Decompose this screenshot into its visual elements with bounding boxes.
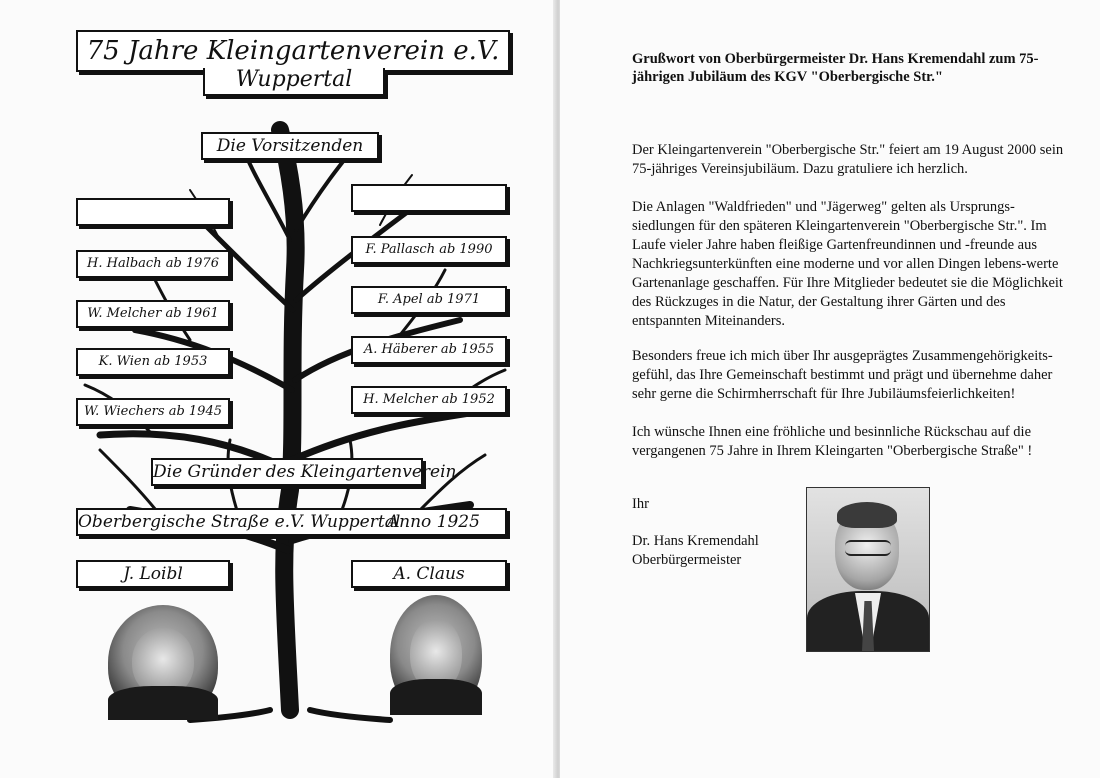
greeting-paragraph-3: Besonders freue ich mich über Ihr ausgeprägtes Zusammengehörigkeits-gefühl, das Ihre Gemeinschaft bestimmt und prägt und übernehme daher sehr gerne die Schirmherrschaft für Ihre Jubiläumsfeierlichkeiten! [632, 348, 1053, 402]
founder-label-2: A. Claus [351, 560, 507, 588]
closing-word: Ihr [632, 496, 649, 512]
mayor-photo [806, 487, 930, 652]
greeting-paragraph-2: Die Anlagen "Waldfrieden" und "Jägerweg" gelten als Ursprungs-siedlungen für den späteren Kleingartenverein "Oberbergische Str.". Im Laufe vieler Jahre haben fleißige Gartenfreundinnen und -freunde aus Nachkriegsunterkünften eine moderne und vor allen Dingen lebens-werte Gartenanlage geschaffen. Für Ihre Mitglieder bedeutet sie die Möglichkeit des Rückzuges in die Natur, der Gestaltung ihrer Gärten und des entspannten Miteinanders. [632, 199, 1063, 329]
founder-photo-2 [390, 595, 482, 715]
chair-label-left-2: W. Melcher ab 1961 [76, 300, 230, 328]
signer-title: Oberbürgermeister [632, 552, 742, 568]
chair-label-right-2: F. Apel ab 1971 [351, 286, 507, 314]
founder-photo-1 [108, 605, 218, 720]
brochure-title: 75 Jahre Kleingartenverein e.V. [76, 30, 510, 72]
greeting-paragraph-4: Ich wünsche Ihnen eine fröhliche und besinnliche Rückschau auf die vergangenen 75 Jahre in Ihrem Kleingarten "Oberbergische Straße" ! [632, 424, 1033, 459]
empty-label-left [76, 198, 230, 226]
chairs-heading: Die Vorsitzenden [201, 132, 379, 160]
signer-name: Dr. Hans Kremendahl [632, 533, 759, 549]
greeting-heading: Grußwort von Oberbürgermeister Dr. Hans Kremendahl zum 75-jährigen Jubiläum des KGV "Oberbergische Str." [632, 51, 1039, 85]
association-line [76, 508, 507, 536]
chair-label-left-1: H. Halbach ab 1976 [76, 250, 230, 278]
founders-heading: Die Gründer des Kleingartenverein [151, 458, 423, 486]
chair-label-left-3: K. Wien ab 1953 [76, 348, 230, 376]
chair-label-right-4: H. Melcher ab 1952 [351, 386, 507, 414]
empty-label-right [351, 184, 507, 212]
chair-label-right-3: A. Häberer ab 1955 [351, 336, 507, 364]
chair-label-left-4: W. Wiechers ab 1945 [76, 398, 230, 426]
brochure-subtitle: Wuppertal [203, 68, 385, 96]
founder-label-1: J. Loibl [76, 560, 230, 588]
chair-label-right-1: F. Pallasch ab 1990 [351, 236, 507, 264]
founding-year: Anno 1925 [386, 512, 480, 532]
greeting-paragraph-1: Der Kleingartenverein "Oberbergische Str." feiert am 19 August 2000 sein 75-jähriges Vereinsjubiläum. Dazu gratuliere ich herzlich. [632, 142, 1064, 177]
association-name: Oberbergische Straße e.V. Wuppertal [78, 512, 401, 532]
